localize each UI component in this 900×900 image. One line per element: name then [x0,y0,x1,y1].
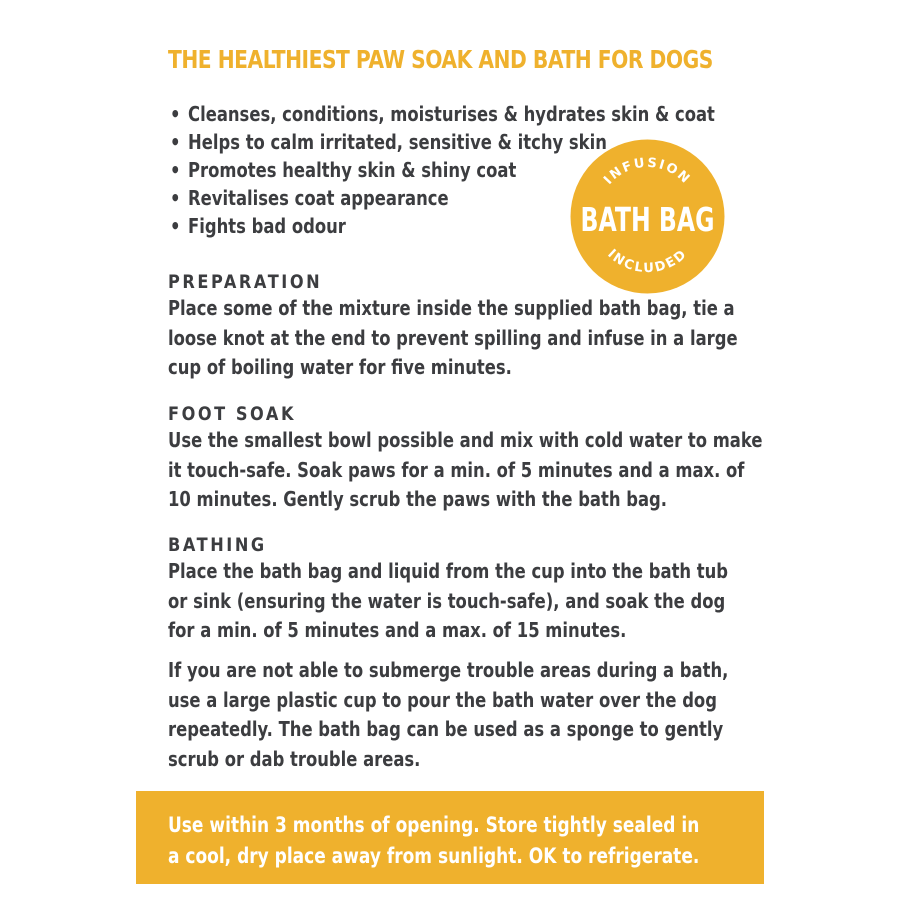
benefit-item: • Revitalises coat appearance [170,184,715,212]
text-line: 10 minutes. Gently scrub the paws with the bath bag. [168,487,668,511]
text-line: for a min. of 5 minutes and a max. of 15 minutes. [168,618,627,642]
storage-text [168,810,699,872]
preparation-text [168,294,742,383]
benefit-item: • Cleanses, conditions, moisturises & hydrates skin & coat [170,100,715,128]
text-line: Place the bath bag and liquid from the cup into the bath tub [168,559,729,583]
text-line: scrub or dab trouble areas. [168,746,421,771]
text-line: use a large plastic cup to pour the bath water over the dog [168,687,717,712]
text-line: cup of boiling water for five minutes. [168,355,512,379]
bathing-heading: BATHING [168,534,267,556]
text-line: a cool, dry place away from sunlight. OK to refrigerate. [168,844,700,868]
benefits-list [170,100,835,240]
badge-main-text: BATH BAG [580,200,715,239]
foot-soak-heading: FOOT SOAK [168,403,297,425]
foot-soak-text [168,426,763,515]
foot-soak-section [168,402,868,515]
storage-banner [136,791,764,884]
bathing-section [168,533,868,646]
page-title: THE HEALTHIEST PAW SOAK AND BATH FOR DOGS [168,45,713,74]
instruction-card [136,18,764,884]
text-line: it touch-safe. Soak paws for a min. of 5 minutes and a max. of [168,457,745,482]
text-line: If you are not able to submerge trouble areas during a bath, [168,658,729,682]
bathing-extra-section [168,656,868,774]
badge-top-text: INFUSION [601,155,694,188]
benefit-item: • Fights bad odour [170,212,715,240]
bathing-text [168,557,742,646]
text-line: or sink (ensuring the water is touch-safe), and soak the dog [168,588,726,613]
badge-bottom-text: INCLUDED [604,246,691,277]
text-line: Use within 3 months of opening. Store tightly sealed in [168,813,700,837]
bathing-extra-text [168,656,742,774]
text-line: repeatedly. The bath bag can be used as a sponge to gently [168,717,724,741]
preparation-heading: PREPARATION [168,271,323,293]
text-line: loose knot at the end to prevent spilling and infuse in a large [168,325,738,350]
text-line: Place some of the mixture inside the supplied bath bag, tie a [168,296,735,320]
benefit-item: • Helps to calm irritated, sensitive & itchy skin [170,128,715,156]
benefit-item: • Promotes healthy skin & shiny coat [170,156,715,184]
preparation-section [168,270,868,383]
text-line: Use the smallest bowl possible and mix with cold water to make [168,428,763,452]
